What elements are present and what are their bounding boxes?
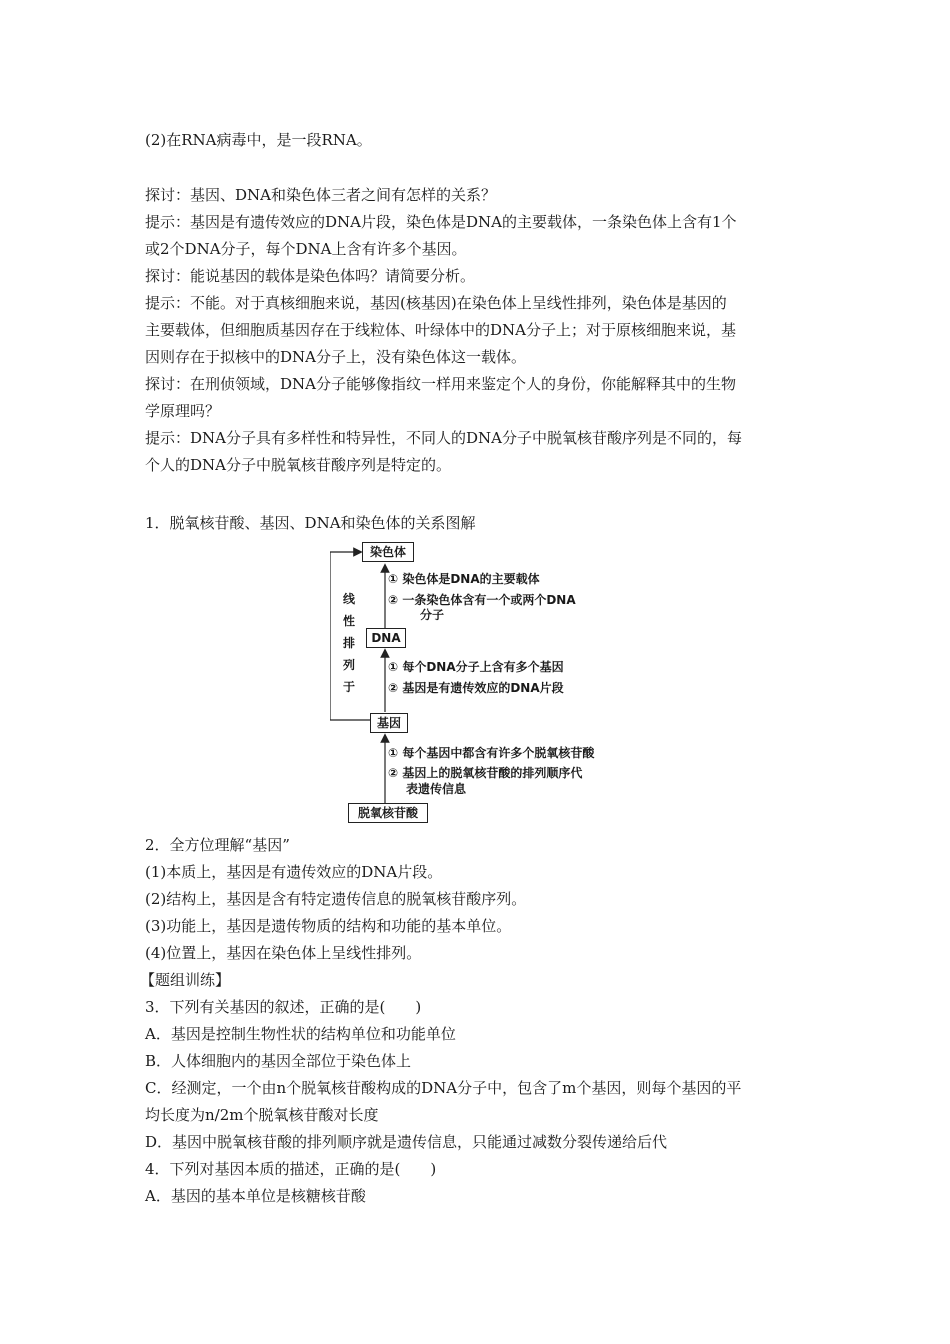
hint-3-line-1: 提示：DNA分子具有多样性和特异性，不同人的DNA分子中脱氧核苷酸序列是不同的，每 <box>145 429 742 447</box>
note-gene-1: ① 每个基因中都含有许多个脱氧核苷酸 <box>388 746 595 760</box>
note-gene-2-cont: 表遗传信息 <box>406 782 467 796</box>
question-4-option-a: A．基因的基本单位是核糖核苷酸 <box>145 1187 366 1205</box>
side-label-char-2: 性 <box>342 614 355 628</box>
hint-1-line-2: 或2个DNA分子，每个DNA上含有许多个基因。 <box>145 240 467 258</box>
side-label-char-4: 列 <box>342 658 355 672</box>
note-dna-2: ② 基因是有遗传效应的DNA片段 <box>388 681 564 695</box>
note-chromosome-2-cont: 分子 <box>420 608 445 622</box>
hint-1-line-1: 提示：基因是有遗传效应的DNA片段，染色体是DNA的主要载体，一条染色体上含有1个 <box>145 213 737 231</box>
hint-2-line-3: 因则存在于拟核中的DNA分子上，没有染色体这一载体。 <box>145 348 526 366</box>
side-label-char-5: 于 <box>342 680 355 694</box>
exercise-heading: 【题组训练】 <box>140 971 231 989</box>
side-label-char-3: 排 <box>342 636 355 650</box>
question-3-option-a: A．基因是控制生物性状的结构单位和功能单位 <box>145 1025 456 1043</box>
question-3-option-c-line-1: C．经测定，一个由n个脱氧核苷酸构成的DNA分子中，包含了m个基因，则每个基因的平 <box>145 1079 742 1097</box>
box-dna: DNA <box>366 628 406 648</box>
point-essence: (1)本质上，基因是有遗传效应的DNA片段。 <box>145 863 443 881</box>
question-3-option-b: B．人体细胞内的基因全部位于染色体上 <box>145 1052 412 1070</box>
section-1-heading: 1．脱氧核苷酸、基因、DNA和染色体的关系图解 <box>145 514 476 532</box>
relationship-diagram <box>330 540 650 830</box>
note-chromosome-1: ① 染色体是DNA的主要载体 <box>388 572 540 586</box>
point-function: (3)功能上，基因是遗传物质的结构和功能的基本单位。 <box>145 917 512 935</box>
point-structure: (2)结构上，基因是含有特定遗传信息的脱氧核苷酸序列。 <box>145 890 527 908</box>
question-4: 4．下列对基因本质的描述，正确的是( ) <box>145 1160 437 1178</box>
note-dna-1: ① 每个DNA分子上含有多个基因 <box>388 660 564 674</box>
point-position: (4)位置上，基因在染色体上呈线性排列。 <box>145 944 422 962</box>
note-chromosome-2: ② 一条染色体含有一个或两个DNA <box>388 593 576 607</box>
box-chromosome: 染色体 <box>362 542 414 562</box>
paragraph-rna-virus: (2)在RNA病毒中，是一段RNA。 <box>145 131 372 149</box>
question-3-option-d: D．基因中脱氧核苷酸的排列顺序就是遗传信息，只能通过减数分裂传递给后代 <box>145 1133 668 1151</box>
discussion-3-line-1: 探讨：在刑侦领域，DNA分子能够像指纹一样用来鉴定个人的身份，你能解释其中的生物 <box>145 375 736 393</box>
hint-2-line-1: 提示：不能。对于真核细胞来说，基因(核基因)在染色体上呈线性排列，染色体是基因的 <box>145 294 727 312</box>
hint-2-line-2: 主要载体，但细胞质基因存在于线粒体、叶绿体中的DNA分子上；对于原核细胞来说，基 <box>145 321 736 339</box>
question-3-option-c-line-2: 均长度为n/2m个脱氧核苷酸对长度 <box>145 1106 379 1124</box>
side-label-char-1: 线 <box>342 592 355 606</box>
hint-3-line-2: 个人的DNA分子中脱氧核苷酸序列是特定的。 <box>145 456 451 474</box>
box-gene: 基因 <box>370 713 408 733</box>
note-gene-2: ② 基因上的脱氧核苷酸的排列顺序代 <box>388 766 583 780</box>
section-2-heading: 2．全方位理解“基因” <box>145 836 290 854</box>
box-nucleotide: 脱氧核苷酸 <box>348 803 428 823</box>
discussion-2: 探讨：能说基因的载体是染色体吗？请简要分析。 <box>145 267 476 285</box>
question-3: 3．下列有关基因的叙述，正确的是( ) <box>145 998 422 1016</box>
discussion-3-line-2: 学原理吗？ <box>145 402 221 420</box>
discussion-1: 探讨：基因、DNA和染色体三者之间有怎样的关系？ <box>145 186 496 204</box>
